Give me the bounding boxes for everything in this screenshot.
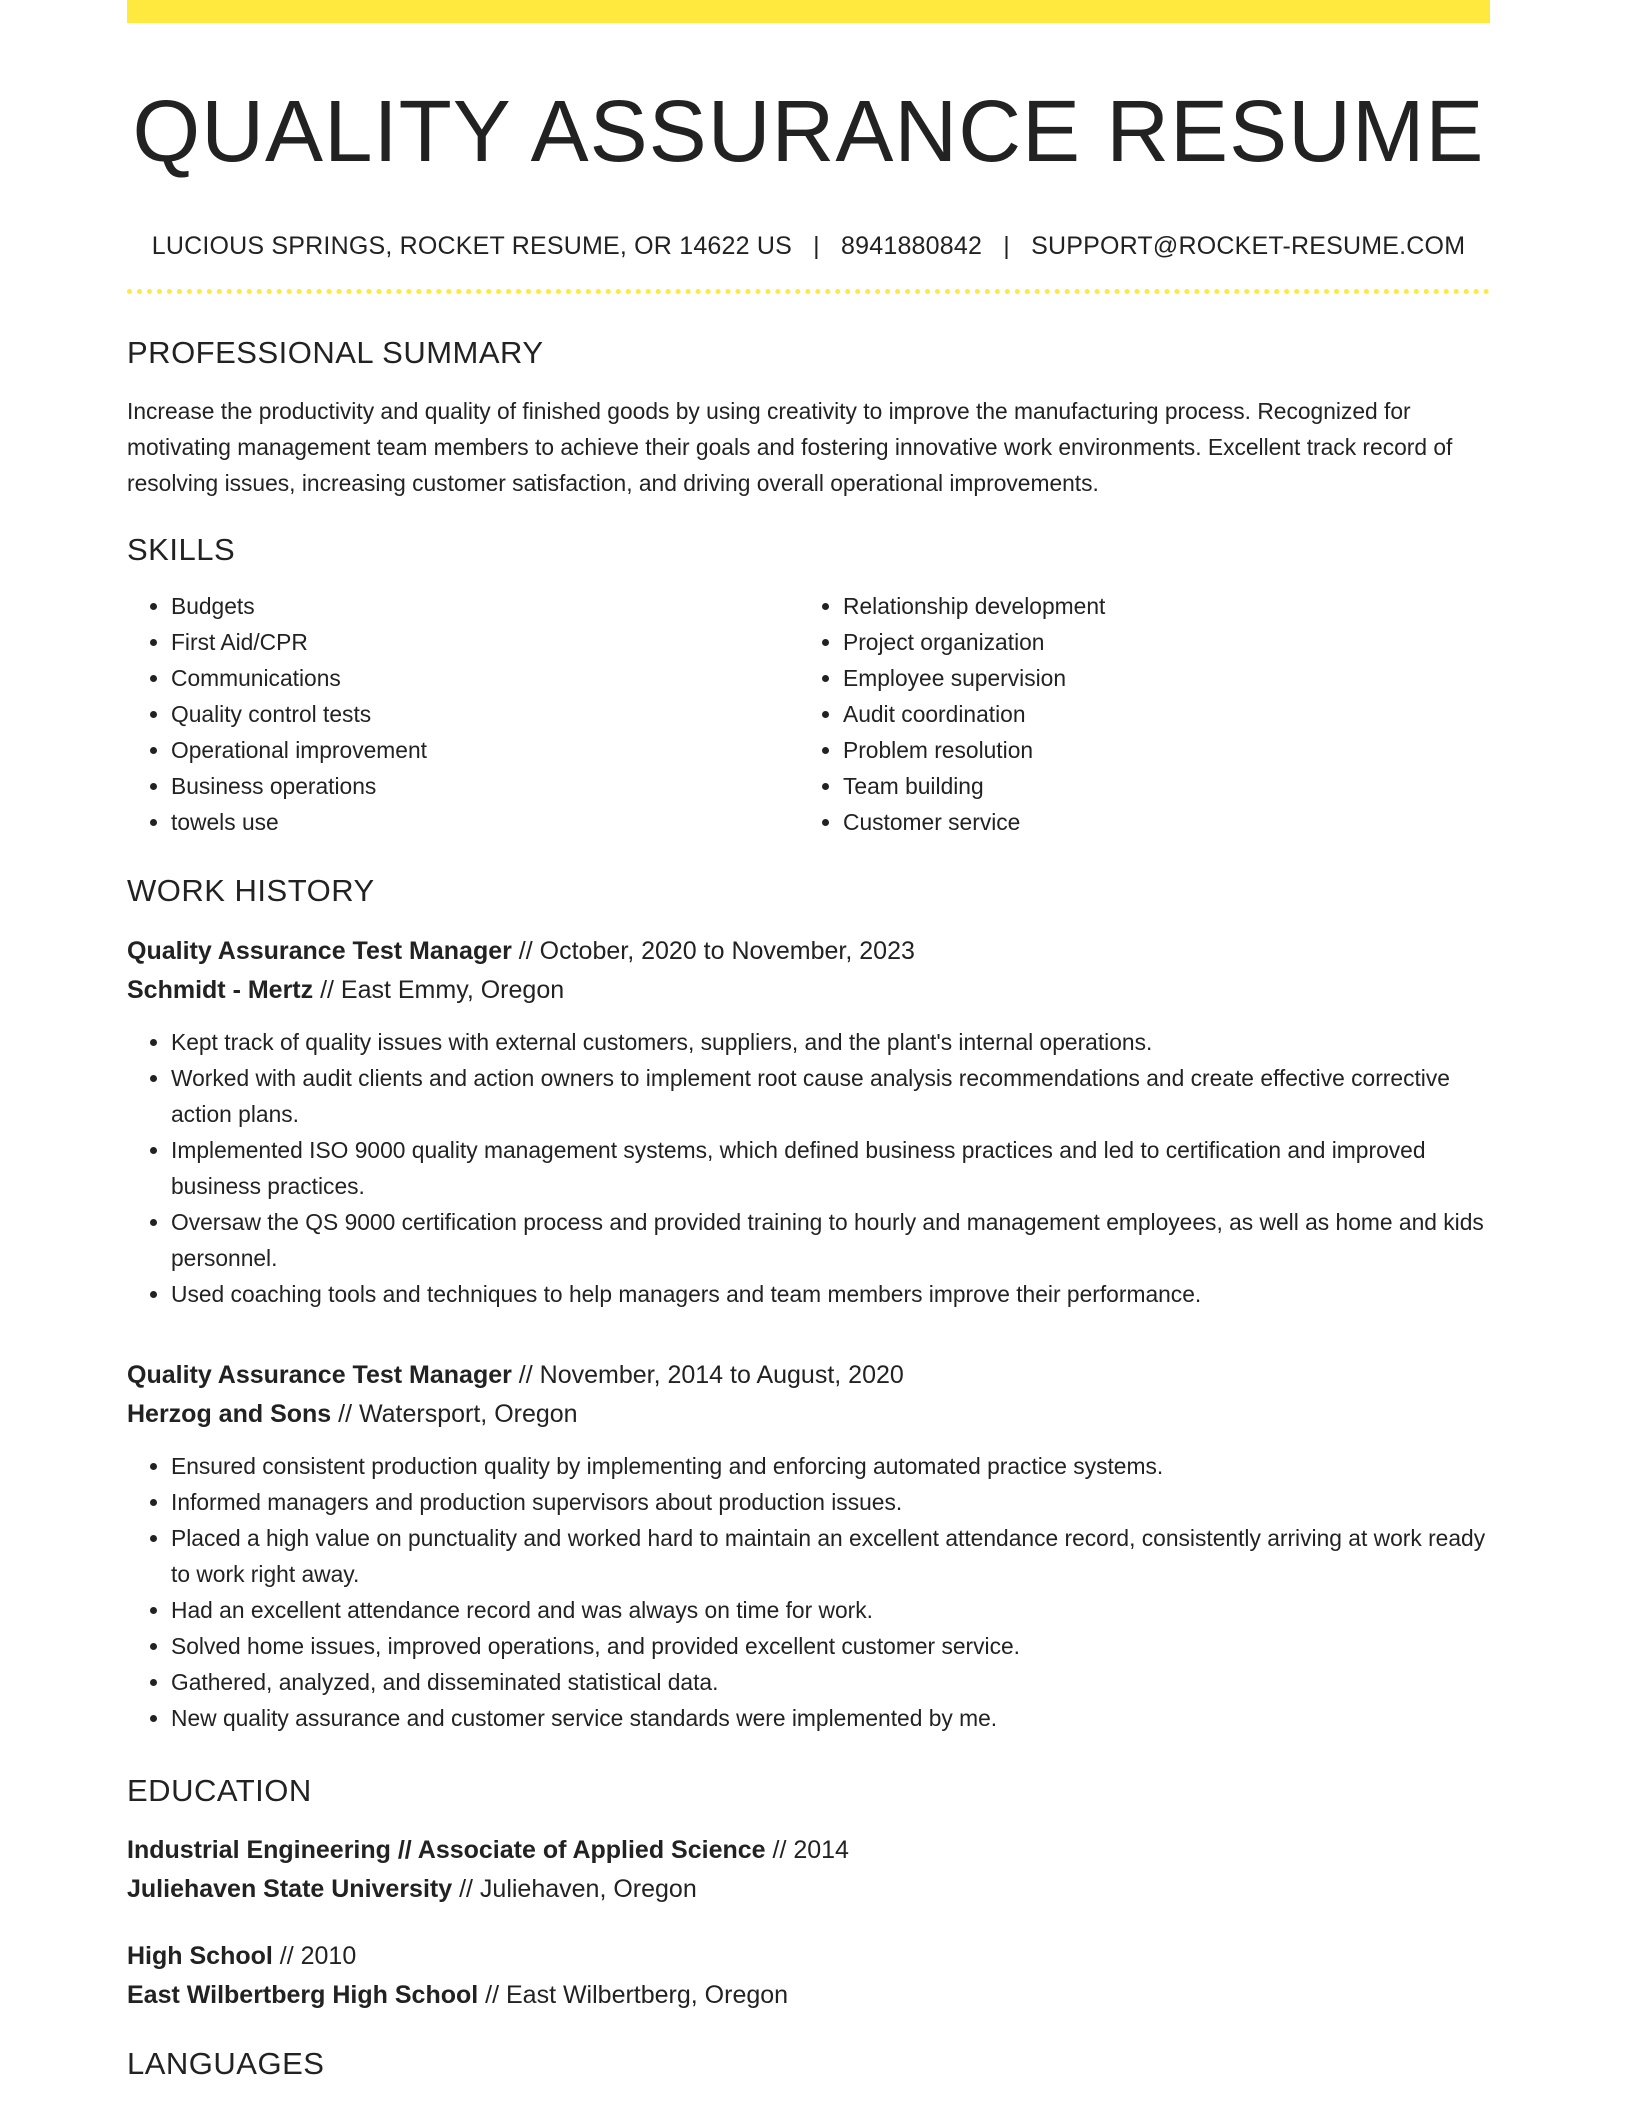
skill-item: • towels use	[171, 804, 799, 840]
job-bullet: • Ensured consistent production quality by implementing and enforcing automated practice systems.	[171, 1448, 1490, 1484]
job-role-line	[127, 932, 1490, 971]
summary-text: Increase the productivity and quality of finished goods by using creativity to improve the manufacturing process. Recognized for motivating management team members to achieve their goals and fostering innovative work environments. Excellent track record of resolving issues, increasing customer satisfaction, and driving overall operational improvements.	[127, 398, 1453, 497]
skill-item: • Problem resolution	[843, 732, 1479, 768]
job-bullet: • Placed a high value on punctuality and worked hard to maintain an excellent attendance record, consistently arriving at work ready to work right away.	[171, 1520, 1490, 1592]
section-title-languages: LANGUAGES	[127, 2045, 325, 2081]
skill-item: • Budgets	[171, 588, 799, 624]
education-entry	[127, 1937, 1490, 2015]
education-degree-line	[127, 1831, 1490, 1870]
skill-item: • Customer service	[843, 804, 1479, 840]
job-location: // East Emmy, Oregon	[313, 975, 565, 1004]
job-dates: // November, 2014 to August, 2020	[511, 1360, 904, 1389]
education-year: // 2010	[272, 1941, 357, 1970]
education-degree: Industrial Engineering // Associate of Applied Science	[127, 1835, 766, 1864]
skill-item: • Business operations	[171, 768, 799, 804]
education-school: Juliehaven State University	[127, 1874, 453, 1903]
resume-title: QUALITY ASSURANCE RESUME	[132, 83, 1485, 180]
job-company-line	[127, 1395, 1490, 1434]
job-bullet: • Implemented ISO 9000 quality management systems, which defined business practices and led to certification and improved business practices.	[171, 1132, 1490, 1204]
contact-separator: |	[813, 232, 820, 260]
address: LUCIOUS SPRINGS, ROCKET RESUME, OR 14622 US	[151, 232, 793, 260]
skill-item: • Audit coordination	[843, 696, 1479, 732]
skills-list	[127, 588, 1490, 840]
skills-column-right	[799, 588, 1479, 840]
education-degree: High School	[127, 1941, 273, 1970]
header-divider	[127, 289, 1490, 294]
job-bullet: • Oversaw the QS 9000 certification process and provided training to hourly and management employees, as well as home and kids personnel.	[171, 1204, 1490, 1276]
skill-item: • Quality control tests	[171, 696, 799, 732]
job-role: Quality Assurance Test Manager	[127, 936, 512, 965]
job-bullet: • Informed managers and production supervisors about production issues.	[171, 1484, 1490, 1520]
job-company-line	[127, 971, 1490, 1010]
job-bullet: • Used coaching tools and techniques to help managers and team members improve their performance.	[171, 1276, 1490, 1312]
job-entry	[127, 932, 1490, 1312]
job-bullet: • Kept track of quality issues with external customers, suppliers, and the plant's internal operations.	[171, 1024, 1490, 1060]
skill-item: • Team building	[843, 768, 1479, 804]
job-entry	[127, 1356, 1490, 1736]
email: SUPPORT@ROCKET-RESUME.COM	[1031, 232, 1466, 260]
job-bullets	[127, 1448, 1490, 1736]
skill-item: • Relationship development	[843, 588, 1479, 624]
skill-item: • Project organization	[843, 624, 1479, 660]
job-bullet: • Gathered, analyzed, and disseminated statistical data.	[171, 1664, 1490, 1700]
job-location: // Watersport, Oregon	[331, 1399, 578, 1428]
job-company: Herzog and Sons	[127, 1399, 332, 1428]
job-bullet: • Solved home issues, improved operations, and provided excellent customer service.	[171, 1628, 1490, 1664]
skills-column-left	[127, 588, 799, 840]
resume-page	[127, 0, 1490, 2082]
contact-separator: |	[1003, 232, 1010, 260]
job-company: Schmidt - Mertz	[127, 975, 314, 1004]
section-title-skills: SKILLS	[127, 532, 236, 568]
education-school: East Wilbertberg High School	[127, 1980, 479, 2009]
education-location: // East Wilbertberg, Oregon	[478, 1980, 789, 2009]
section-title-summary: PROFESSIONAL SUMMARY	[127, 335, 544, 370]
education-degree-line	[127, 1937, 1490, 1976]
section-title-education: EDUCATION	[127, 1772, 312, 1808]
job-role: Quality Assurance Test Manager	[127, 1360, 512, 1389]
phone: 8941880842	[841, 232, 983, 260]
skill-item: • Operational improvement	[171, 732, 799, 768]
education-entry	[127, 1831, 1490, 1909]
top-accent-bar	[127, 0, 1490, 23]
contact-line	[127, 231, 1490, 261]
job-bullets	[127, 1024, 1490, 1312]
job-role-line	[127, 1356, 1490, 1395]
job-bullet: • Worked with audit clients and action owners to implement root cause analysis recommendations and create effective corrective action plans.	[171, 1060, 1490, 1132]
section-title-work-history: WORK HISTORY	[127, 873, 375, 909]
education-school-line	[127, 1870, 1490, 1909]
education-location: // Juliehaven, Oregon	[452, 1874, 697, 1903]
education-year: // 2014	[765, 1835, 849, 1864]
skill-item: • Employee supervision	[843, 660, 1479, 696]
job-bullet: • Had an excellent attendance record and was always on time for work.	[171, 1592, 1490, 1628]
skill-item: • Communications	[171, 660, 799, 696]
education-school-line	[127, 1976, 1490, 2015]
job-bullet: • New quality assurance and customer service standards were implemented by me.	[171, 1700, 1490, 1736]
skill-item: • First Aid/CPR	[171, 624, 799, 660]
job-dates: // October, 2020 to November, 2023	[511, 936, 915, 965]
